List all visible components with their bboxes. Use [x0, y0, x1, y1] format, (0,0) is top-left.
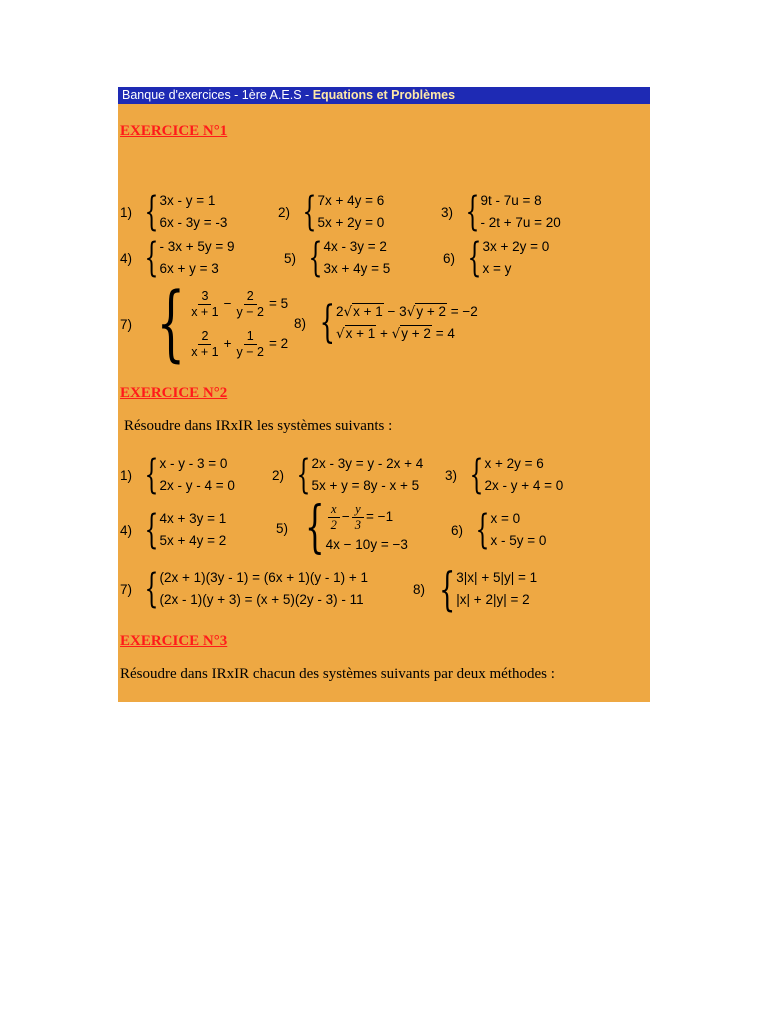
- system-number: 5): [276, 520, 289, 536]
- operator: −: [223, 296, 232, 311]
- coefficient: 2: [336, 304, 344, 319]
- equation-line: |x| + 2|y| = 2: [456, 592, 530, 607]
- equation-line: 5x + 4y = 2: [159, 533, 227, 548]
- system-number: 5): [284, 250, 297, 266]
- square-root: [407, 301, 447, 323]
- brace-icon: {: [296, 452, 311, 498]
- fraction: [188, 329, 221, 360]
- numerator: 2: [198, 329, 211, 345]
- ex1-system-6: [443, 236, 549, 280]
- fraction: [234, 289, 267, 320]
- exercise-2-title: EXERCICE N°2: [120, 385, 228, 401]
- numerator: 3: [198, 289, 211, 305]
- brace-icon: {: [319, 297, 336, 348]
- system-number: 4): [120, 250, 133, 266]
- square-root: [344, 301, 384, 323]
- system-number: 7): [120, 581, 133, 597]
- radicand: y + 2: [401, 326, 431, 341]
- system-number: 4): [120, 522, 133, 538]
- equation-line: [336, 301, 478, 323]
- system-number: 3): [441, 204, 454, 220]
- equation-line: x + 2y = 6: [484, 456, 544, 471]
- equation-line: 3x + 4y = 5: [323, 261, 391, 276]
- denominator: y − 2: [236, 304, 264, 319]
- equation-line: 3x + 2y = 0: [482, 239, 550, 254]
- exercise-3-instruction: Résoudre dans IRxIR chacun des systèmes suivants par deux méthodes :: [120, 666, 555, 682]
- system-number: 6): [443, 250, 456, 266]
- brace-icon: {: [475, 507, 490, 553]
- radical-icon: √: [336, 326, 345, 342]
- square-root: [392, 323, 432, 345]
- ex1-system-2: [278, 190, 384, 234]
- equation-line: [336, 323, 478, 345]
- ex1-system-5: [284, 236, 390, 280]
- equation-line: x = 0: [490, 511, 521, 526]
- equation-line: 5x + 2y = 0: [317, 215, 385, 230]
- equation-line: 9t - 7u = 8: [480, 193, 542, 208]
- system-number: 1): [120, 204, 133, 220]
- ex2-system-3: [445, 453, 563, 497]
- square-root: [336, 323, 376, 345]
- fraction: [188, 289, 221, 320]
- equation-line: 6x - 3y = -3: [159, 215, 228, 230]
- brace-icon: {: [302, 189, 317, 235]
- operator: +: [223, 336, 232, 351]
- numerator: 2: [244, 289, 257, 305]
- radical-icon: √: [406, 304, 416, 320]
- brace-icon: {: [144, 452, 159, 498]
- right-hand-side: = −1: [366, 509, 394, 524]
- ex1-system-3: [441, 190, 561, 234]
- equation-line: 4x - 3y = 2: [323, 239, 387, 254]
- brace-icon: {: [144, 507, 159, 553]
- operator: −: [341, 509, 350, 524]
- equation-line: 6x + y = 3: [159, 261, 219, 276]
- numerator: x: [328, 502, 340, 518]
- ex2-system-5: [276, 495, 408, 560]
- equation-line: 5x + y = 8y - x + 5: [311, 478, 420, 493]
- right-hand-side: = −2: [446, 304, 478, 319]
- system-number: 8): [294, 315, 307, 331]
- equation-line: x - y - 3 = 0: [159, 456, 228, 471]
- system-number: 2): [272, 467, 285, 483]
- brace-icon: {: [308, 235, 323, 281]
- ex1-system-7: [120, 276, 289, 371]
- right-hand-side: = 5: [268, 296, 289, 311]
- exercise-sheet: [118, 87, 650, 702]
- ex1-system-1: [120, 190, 227, 234]
- equation-line: 4x − 10y = −3: [325, 537, 408, 552]
- equation-line: (2x + 1)(3y - 1) = (6x + 1)(y - 1) + 1: [159, 570, 369, 585]
- radicand: y + 2: [416, 304, 446, 319]
- denominator: 2: [330, 517, 337, 532]
- exercise-1-title: EXERCICE N°1: [120, 123, 228, 139]
- brace-icon: {: [469, 452, 484, 498]
- ex2-system-7: [120, 567, 368, 611]
- ex2-system-2: [272, 453, 423, 497]
- brace-icon: {: [144, 189, 159, 235]
- equation-line: 2x - y - 4 = 0: [159, 478, 235, 493]
- system-number: 8): [413, 581, 426, 597]
- brace-icon: {: [305, 495, 325, 560]
- equation-line: 2x - y + 4 = 0: [484, 478, 564, 493]
- ex1-system-4: [120, 236, 235, 280]
- operator: − 3: [383, 304, 407, 319]
- equation-line: - 2t + 7u = 20: [480, 215, 561, 230]
- brace-icon: {: [144, 235, 159, 281]
- system-number: 2): [278, 204, 291, 220]
- right-hand-side: = 4: [431, 326, 455, 341]
- numerator: 1: [244, 329, 257, 345]
- equation-line: 3x - y = 1: [159, 193, 216, 208]
- denominator: 3: [354, 517, 362, 532]
- equation-line: - 3x + 5y = 9: [159, 239, 235, 254]
- equation-line: 7x + 4y = 6: [317, 193, 385, 208]
- brace-icon: {: [439, 562, 456, 616]
- ex2-system-8: [413, 562, 538, 616]
- system-number: 6): [451, 522, 464, 538]
- ex2-system-4: [120, 508, 226, 552]
- system-number: 7): [120, 316, 133, 332]
- equation-line: (2x - 1)(y + 3) = (x + 5)(2y - 3) - 11: [159, 592, 364, 607]
- right-hand-side: = 2: [268, 336, 289, 351]
- brace-icon: {: [467, 235, 482, 281]
- radicand: x + 1: [353, 304, 383, 319]
- ex2-system-1: [120, 453, 235, 497]
- equation-line: 3|x| + 5|y| = 1: [456, 570, 538, 585]
- fraction: [352, 502, 364, 533]
- equation-line: x = y: [482, 261, 512, 276]
- brace-icon: {: [465, 189, 480, 235]
- exercise-3-title: EXERCICE N°3: [120, 633, 228, 649]
- operator: +: [376, 326, 392, 341]
- radicand: x + 1: [345, 326, 376, 341]
- numerator: y: [352, 502, 364, 518]
- ex2-system-6: [451, 508, 546, 552]
- radical-icon: √: [391, 326, 401, 342]
- system-number: 3): [445, 467, 458, 483]
- equation-line: [326, 500, 408, 534]
- denominator: x + 1: [191, 344, 219, 359]
- fraction: [328, 502, 340, 533]
- fraction: [234, 329, 267, 360]
- banner-prefix: Banque d'exercices - 1ère A.E.S -: [122, 88, 313, 102]
- equation-line: 4x + 3y = 1: [159, 511, 227, 526]
- brace-icon: {: [144, 566, 159, 612]
- denominator: y − 2: [236, 344, 264, 359]
- equation-line: [186, 324, 288, 364]
- header-banner: [118, 87, 650, 104]
- banner-topic: Equations et Problèmes: [312, 88, 456, 102]
- denominator: x + 1: [191, 304, 219, 319]
- exercise-2-instruction: Résoudre dans IRxIR les systèmes suivants :: [124, 418, 393, 434]
- brace-icon: {: [156, 276, 186, 371]
- radical-icon: √: [343, 304, 353, 320]
- ex1-system-8: [294, 297, 478, 348]
- system-number: 1): [120, 467, 133, 483]
- equation-line: x - 5y = 0: [490, 533, 547, 548]
- equation-line: 2x - 3y = y - 2x + 4: [311, 456, 424, 471]
- equation-line: [186, 284, 288, 324]
